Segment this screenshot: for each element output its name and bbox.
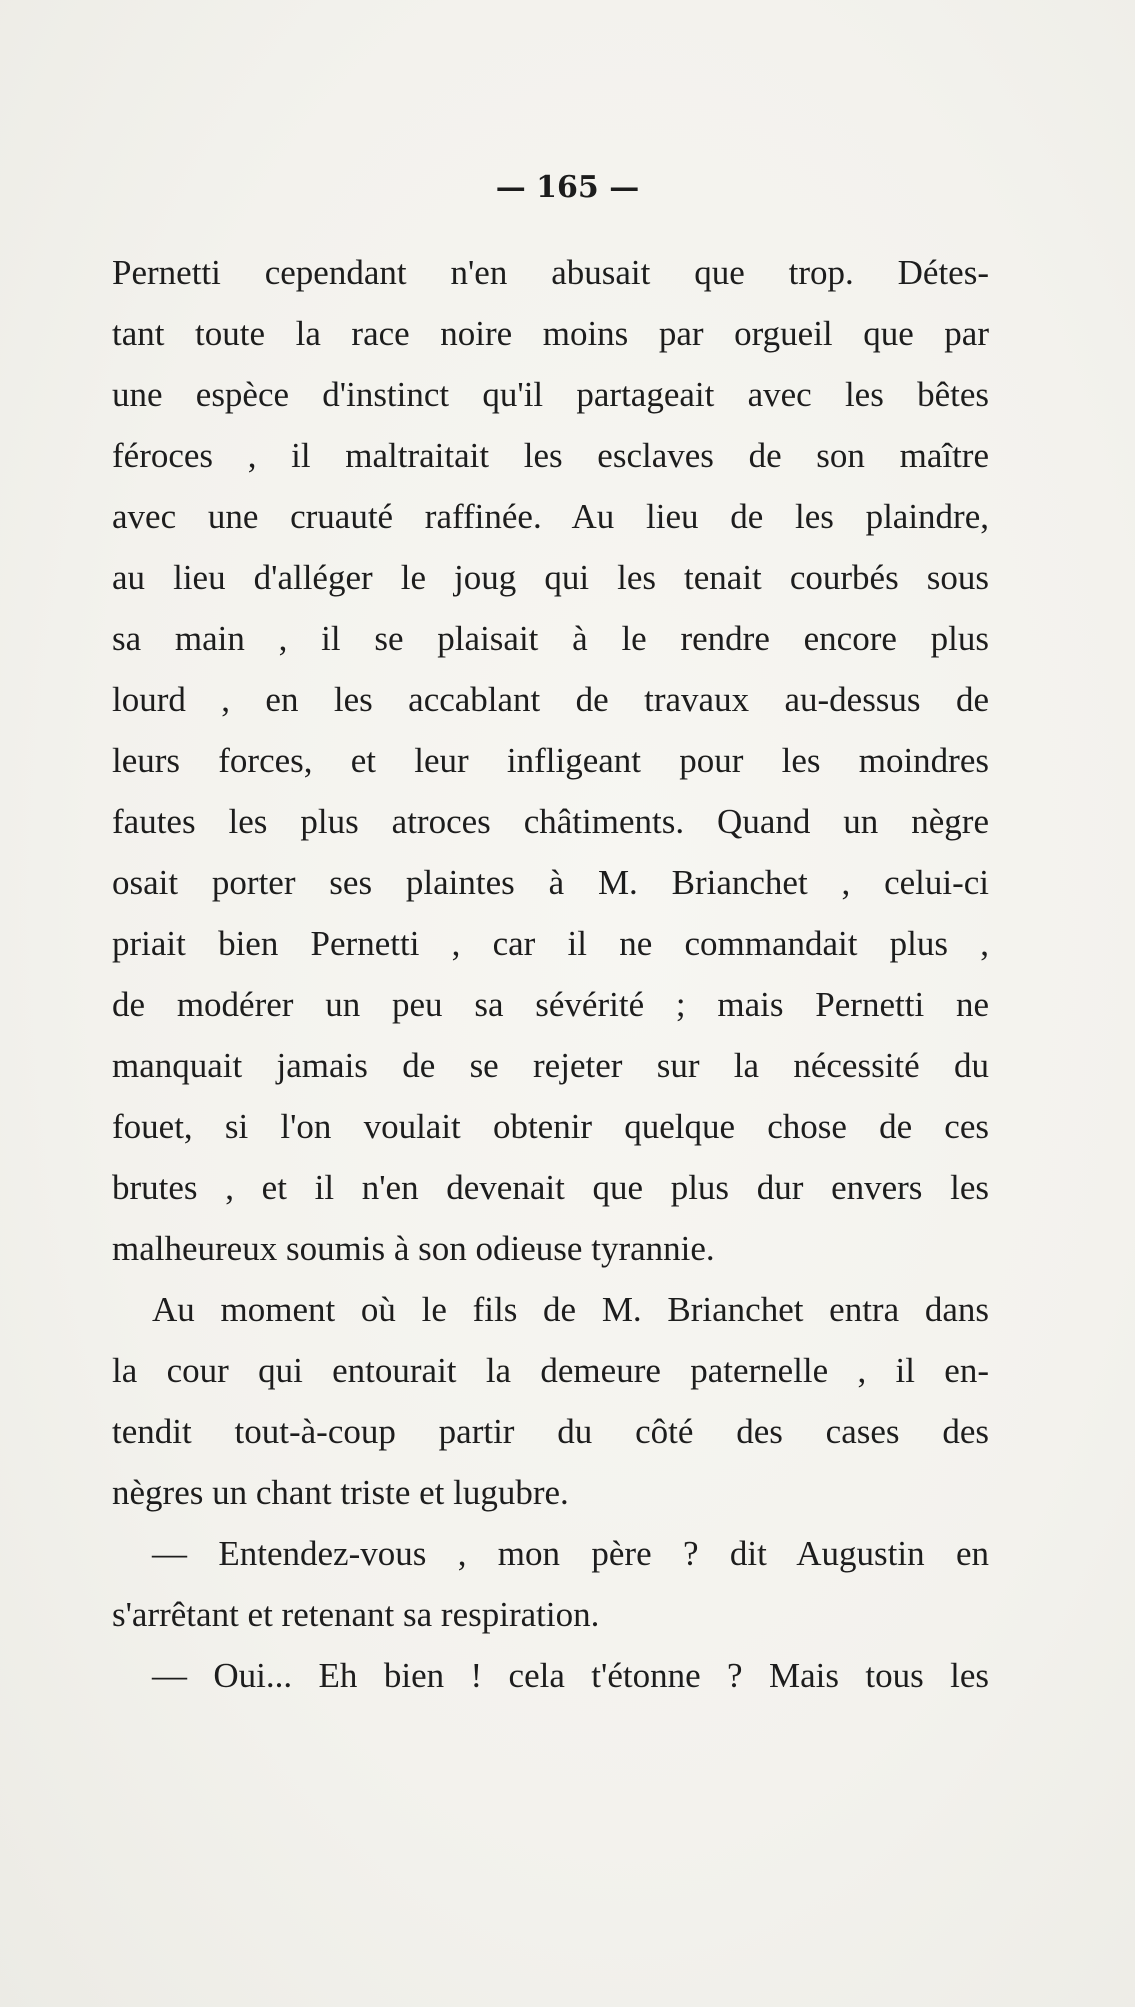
text-line: de modérer un peu sa sévérité ; mais Pernetti ne — [112, 985, 989, 1024]
text-line: manquait jamais de se rejeter sur la nécessité du — [112, 1046, 989, 1085]
text-line: une espèce d'instinct qu'il partageait avec les bêtes — [112, 375, 989, 414]
text-line: avec une cruauté raffinée. Au lieu de les plaindre, — [112, 497, 989, 536]
text-line: sa main , il se plaisait à le rendre encore plus — [112, 619, 989, 658]
dialogue-line: — Entendez-vous , mon père ? dit Augustin en — [152, 1534, 989, 1573]
text-line: osait porter ses plaintes à M. Brianchet , celui-ci — [112, 863, 989, 902]
text-line: Pernetti cependant n'en abusait que trop. Détes- — [112, 253, 989, 292]
text-line: tant toute la race noire moins par orgueil que par — [112, 314, 989, 353]
paragraph-end-line: s'arrêtant et retenant sa respiration. — [112, 1595, 600, 1634]
paragraph-end-line: nègres un chant triste et lugubre. — [112, 1473, 569, 1512]
text-line: leurs forces, et leur infligeant pour les moindres — [112, 741, 989, 780]
dialogue-line: — Oui... Eh bien ! cela t'étonne ? Mais tous les — [152, 1656, 989, 1695]
text-line: fautes les plus atroces châtiments. Quand un nègre — [112, 802, 989, 841]
text-line: au lieu d'alléger le joug qui les tenait courbés sous — [112, 558, 989, 597]
text-line: brutes , et il n'en devenait que plus dur envers les — [112, 1168, 989, 1207]
text-line: priait bien Pernetti , car il ne commandait plus , — [112, 924, 989, 963]
body-text — [112, 242, 989, 1706]
paragraph-start-line: Au moment où le fils de M. Brianchet entra dans — [152, 1290, 989, 1329]
text-line: féroces , il maltraitait les esclaves de son maître — [112, 436, 989, 475]
page-number: — 165 — — [495, 170, 640, 205]
text-line: lourd , en les accablant de travaux au-dessus de — [112, 680, 989, 719]
text-line: la cour qui entourait la demeure paternelle , il en- — [112, 1351, 989, 1390]
text-line: fouet, si l'on voulait obtenir quelque chose de ces — [112, 1107, 989, 1146]
paragraph-end-line: malheureux soumis à son odieuse tyrannie. — [112, 1229, 715, 1268]
text-line: tendit tout-à-coup partir du côté des cases des — [112, 1412, 989, 1451]
